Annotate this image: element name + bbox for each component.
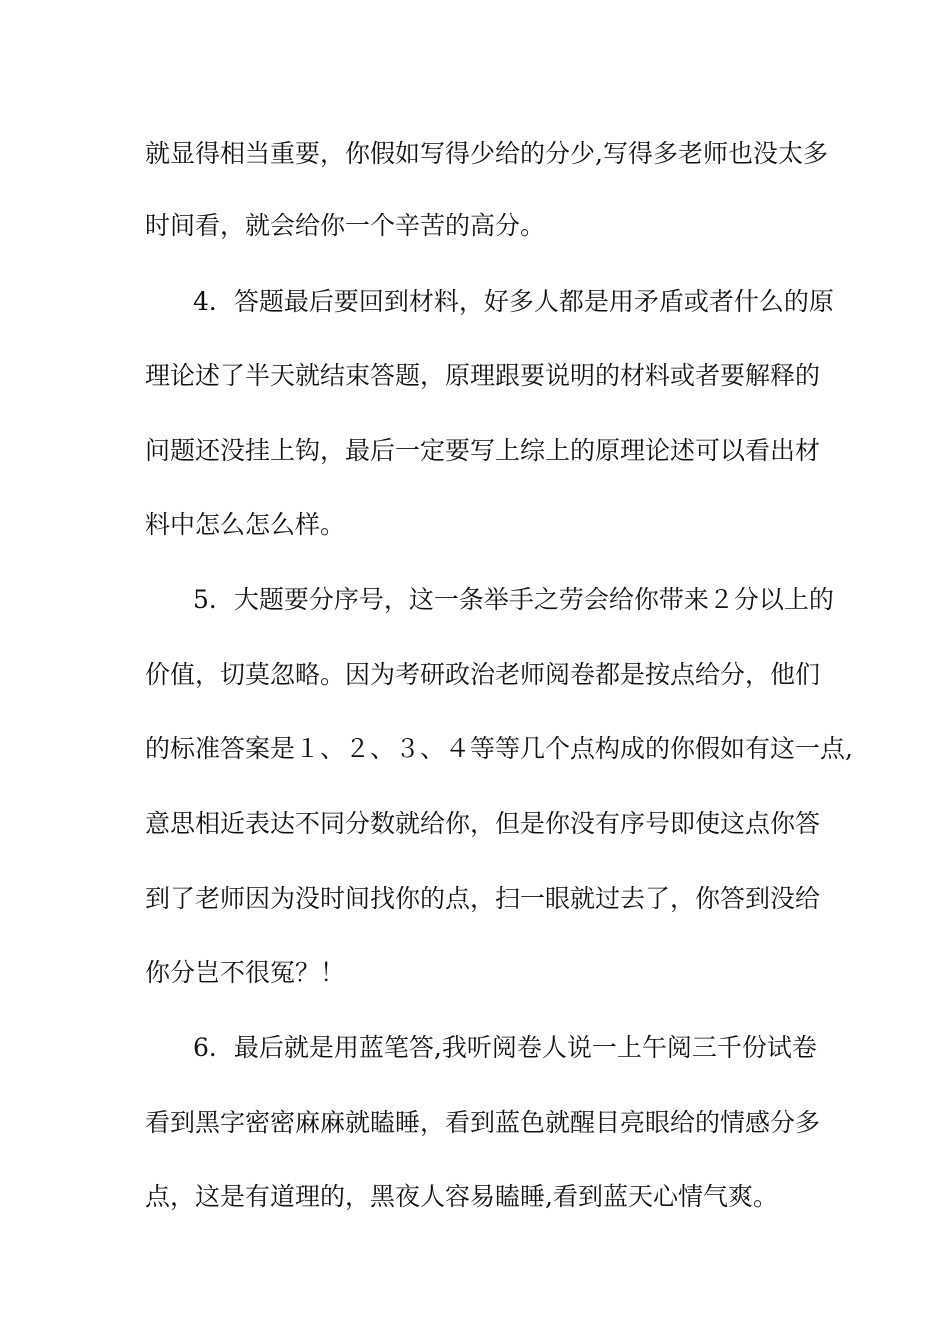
text-line: 就显得相当重要，你假如写得少给的分少,写得多老师也没太多 [145, 139, 828, 168]
text-line: 理论述了半天就结束答题，原理跟要说明的材料或者要解释的 [145, 361, 821, 390]
text-line: 看到黑字密密麻麻就瞌睡，看到蓝色就醒目亮眼给的情感分多 [145, 1108, 821, 1137]
text-line: 时间看，就会给你一个辛苦的高分。 [145, 211, 546, 240]
text-line: 的标准答案是１、２、３、４等等几个点构成的你假如有这一点, [145, 734, 853, 763]
text-line: 到了老师因为没时间找你的点，扫一眼就过去了，你答到没给 [145, 884, 821, 913]
text-line: 4．答题最后要回到材料，好多人都是用矛盾或者什么的原 [193, 287, 834, 316]
text-line: 点，这是有道理的，黑夜人容易瞌睡,看到蓝天心情气爽。 [145, 1182, 778, 1211]
text-line: 你分岂不很冤？！ [145, 958, 346, 987]
text-line: 意思相近表达不同分数就给你，但是你没有序号即使这点你答 [145, 809, 821, 838]
text-line: 6．最后就是用蓝笔答,我听阅卷人说一上午阅三千份试卷 [193, 1033, 817, 1062]
text-line: 问题还没挂上钩，最后一定要写上综上的原理论述可以看出材 [145, 436, 821, 465]
text-line: 料中怎么怎么样。 [145, 510, 346, 539]
text-line: 价值，切莫忽略。因为考研政治老师阅卷都是按点给分，他们 [145, 660, 821, 689]
text-line: 5．大题要分序号，这一条举手之劳会给你带来２分以上的 [193, 585, 834, 614]
